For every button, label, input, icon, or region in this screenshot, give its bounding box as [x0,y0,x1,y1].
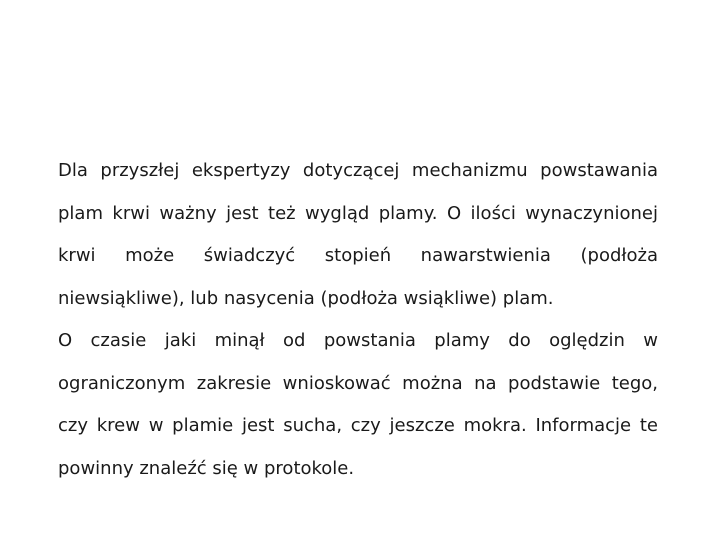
text-body [58,150,658,490]
paragraph-blood-stain-appearance: Dla przyszłej ekspertyzy dotyczącej mechanizmu powstawania plam krwi ważny jest też wygląd plamy. O ilości wynaczynionej krwi może świadczyć stopień nawarstwienia (podłoża niewsiąkliwe), lub nasycenia (podłoża wsiąkliwe) plam. [58,160,658,309]
paragraph-time-since-formation: O czasie jaki minął od powstania plamy do oględzin w ograniczonym zakresie wnioskować można na podstawie tego, czy krew w plamie jest sucha, czy jeszcze mokra. Informacje te powinny znaleźć się w protokole. [58,330,658,479]
